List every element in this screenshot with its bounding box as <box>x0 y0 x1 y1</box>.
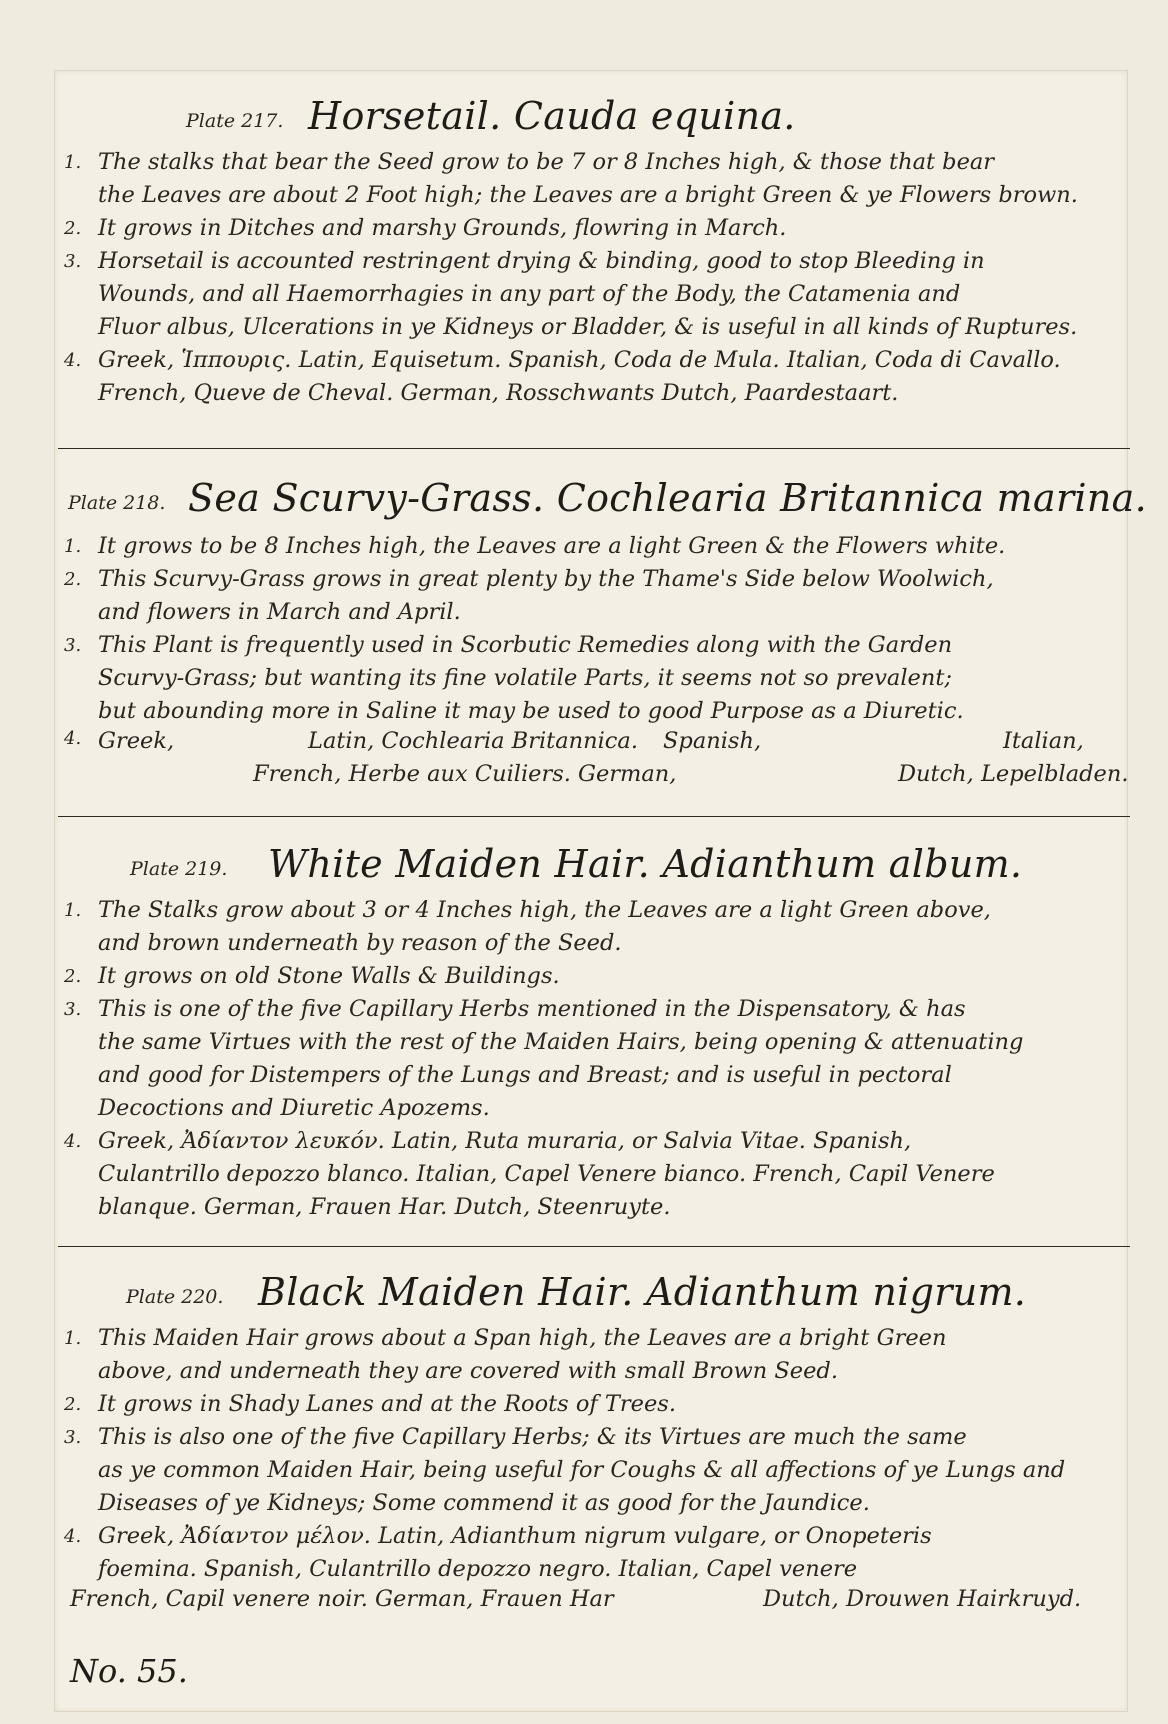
plate-220-entry-3 <box>58 1421 1118 1520</box>
entry-line: This Scurvy-Grass grows in great plenty by the Thame's Side below Woolwich, <box>98 566 994 592</box>
entry-line: Horsetail is accounted restringent drying & binding, good to stop Bleeding in <box>98 248 985 274</box>
entry-line: The stalks that bear the Seed grow to be 7 or 8 Inches high, & those that bear <box>98 149 995 175</box>
entry-line: This is one of the five Capillary Herbs mentioned in the Dispensatory, & has <box>98 996 966 1022</box>
section-divider <box>58 1246 1130 1247</box>
entry-line: It grows to be 8 Inches high, the Leaves are a light Green & the Flowers white. <box>98 533 1006 559</box>
entry-line: Wounds, and all Haemorrhagies in any part of the Body, the Catamenia and <box>98 281 961 307</box>
entry-line: This is also one of the five Capillary Herbs; & its Virtues are much the same <box>98 1424 967 1450</box>
section-divider <box>58 816 1130 817</box>
greek-name: Greek, <box>98 728 175 754</box>
plate-218-entry-3 <box>58 629 1118 728</box>
french-german-names: French, Capil venere noir. German, Frauen Har <box>70 1586 614 1612</box>
entry-line: Scurvy-Grass; but wanting its fine volatile Parts, it seems not so prevalent; <box>98 665 952 691</box>
entry-line: the same Virtues with the rest of the Maiden Hairs, being opening & attenuating <box>98 1029 1024 1055</box>
plate-219-entry-1 <box>58 894 1118 960</box>
plate-217-entry-1 <box>58 146 1118 212</box>
entry-line: French, Queve de Cheval. German, Rosschwants Dutch, Paardestaart. <box>98 380 899 406</box>
plate-217-entry-4 <box>58 344 1118 410</box>
plate-217-title: Horsetail. Cauda equina. <box>308 94 796 138</box>
plate-219-section <box>58 828 1118 1224</box>
entry-line: as ye common Maiden Hair, being useful for Coughs & all affections of ye Lungs and <box>98 1457 1066 1483</box>
plate-217-section <box>58 80 1118 410</box>
plate-218-names-row-1 <box>58 728 1118 761</box>
entry-line: It grows in Shady Lanes and at the Roots of Trees. <box>98 1391 676 1417</box>
entry-line: It grows on old Stone Walls & Buildings. <box>98 963 560 989</box>
plate-218-section <box>58 462 1147 794</box>
entry-line: and brown underneath by reason of the Seed. <box>98 930 622 956</box>
entry-number: 4. <box>64 1131 82 1152</box>
entry-number: 2. <box>64 966 82 987</box>
entry-number: 4. <box>64 350 82 371</box>
french-name: French, Herbe aux Cuiliers. <box>253 761 571 787</box>
entry-line: The Stalks grow about 3 or 4 Inches high, the Leaves are a light Green above, <box>98 897 991 923</box>
plate-219-heading <box>58 828 1118 888</box>
entry-number: 1. <box>64 1328 82 1349</box>
spanish-name: Spanish, <box>663 728 762 754</box>
plate-217-entry-2 <box>58 212 1118 245</box>
plate-218-label: Plate 218. <box>68 492 166 514</box>
dutch-name: Dutch, Drouwen Hairkruyd. <box>763 1586 1082 1612</box>
entry-line: Greek, Ἀδίαντον μέλον. Latin, Adianthum nigrum vulgare, or Onopeteris <box>98 1523 932 1549</box>
german-name: German, <box>578 761 677 787</box>
entry-number: 2. <box>64 1394 82 1415</box>
dutch-name: Dutch, Lepelbladen. <box>898 761 1129 787</box>
entry-number: 3. <box>64 635 82 656</box>
plate-218-names-row-2 <box>58 761 1129 794</box>
entry-number: 2. <box>64 218 82 239</box>
entry-line: Diseases of ye Kidneys; Some commend it as good for the Jaundice. <box>98 1490 870 1516</box>
plate-219-entry-2 <box>58 960 1118 993</box>
plate-220-entry-2 <box>58 1388 1118 1421</box>
entry-number: 1. <box>64 536 82 557</box>
plate-220-section <box>58 1256 1118 1619</box>
plate-219-entry-3 <box>58 993 1118 1125</box>
plate-number-footer: No. 55. <box>70 1652 188 1690</box>
plate-220-heading <box>58 1256 1118 1316</box>
entry-line: Fluor albus, Ulcerations in ye Kidneys or Bladder, & is useful in all kinds of Ruptures. <box>98 314 1078 340</box>
entry-line: It grows in Ditches and marshy Grounds, flowring in March. <box>98 215 787 241</box>
plate-220-names-row <box>58 1586 1118 1619</box>
entry-line: but abounding more in Saline it may be used to good Purpose as a Diuretic. <box>98 698 964 724</box>
entry-line: This Maiden Hair grows about a Span high, the Leaves are a bright Green <box>98 1325 947 1351</box>
entry-line: and flowers in March and April. <box>98 599 461 625</box>
plate-218-entry-2 <box>58 563 1118 629</box>
entry-line: the Leaves are about 2 Foot high; the Leaves are a bright Green & ye Flowers brown. <box>98 182 1078 208</box>
entry-number: 3. <box>64 1427 82 1448</box>
plate-219-entry-4 <box>58 1125 1118 1224</box>
plate-220-entry-1 <box>58 1322 1118 1388</box>
plate-220-entry-4 <box>58 1520 1118 1586</box>
plate-217-heading <box>58 80 1118 140</box>
entry-line: Greek, Ἀδίαντον λευκόν. Latin, Ruta muraria, or Salvia Vitae. Spanish, <box>98 1128 912 1154</box>
entry-line: Culantrillo depozzo blanco. Italian, Capel Venere bianco. French, Capil Venere <box>98 1161 995 1187</box>
plate-220-title: Black Maiden Hair. Adianthum nigrum. <box>258 1270 1027 1314</box>
plate-219-title: White Maiden Hair. Adianthum album. <box>268 842 1023 886</box>
entry-line: foemina. Spanish, Culantrillo depozzo negro. Italian, Capel venere <box>98 1556 858 1582</box>
plate-218-title: Sea Scurvy-Grass. Cochlearia Britannica marina. <box>188 476 1147 520</box>
plate-219-label: Plate 219. <box>130 858 228 880</box>
entry-number: 4. <box>64 1526 82 1547</box>
entry-number: 2. <box>64 569 82 590</box>
plate-220-label: Plate 220. <box>126 1286 224 1308</box>
italian-name: Italian, <box>1003 728 1084 754</box>
entry-number: 1. <box>64 900 82 921</box>
entry-line: blanque. German, Frauen Har. Dutch, Steenruyte. <box>98 1194 671 1220</box>
entry-number: 4. <box>64 728 82 749</box>
entry-line: Decoctions and Diuretic Apozems. <box>98 1095 490 1121</box>
plate-217-label: Plate 217. <box>186 110 284 132</box>
latin-name: Latin, Cochlearia Britannica. <box>308 728 638 754</box>
plate-217-entry-3 <box>58 245 1118 344</box>
entry-line: above, and underneath they are covered with small Brown Seed. <box>98 1358 838 1384</box>
section-divider <box>58 448 1130 449</box>
entry-line: This Plant is frequently used in Scorbutic Remedies along with the Garden <box>98 632 953 658</box>
entry-number: 1. <box>64 152 82 173</box>
entry-number: 3. <box>64 999 82 1020</box>
entry-line: and good for Distempers of the Lungs and Breast; and is useful in pectoral <box>98 1062 952 1088</box>
entry-line: Greek, Ἱππουρις. Latin, Equisetum. Spanish, Coda de Mula. Italian, Coda di Cavallo. <box>98 347 1061 373</box>
entry-number: 3. <box>64 251 82 272</box>
plate-218-heading <box>58 462 1147 522</box>
plate-218-entry-1 <box>58 530 1118 563</box>
